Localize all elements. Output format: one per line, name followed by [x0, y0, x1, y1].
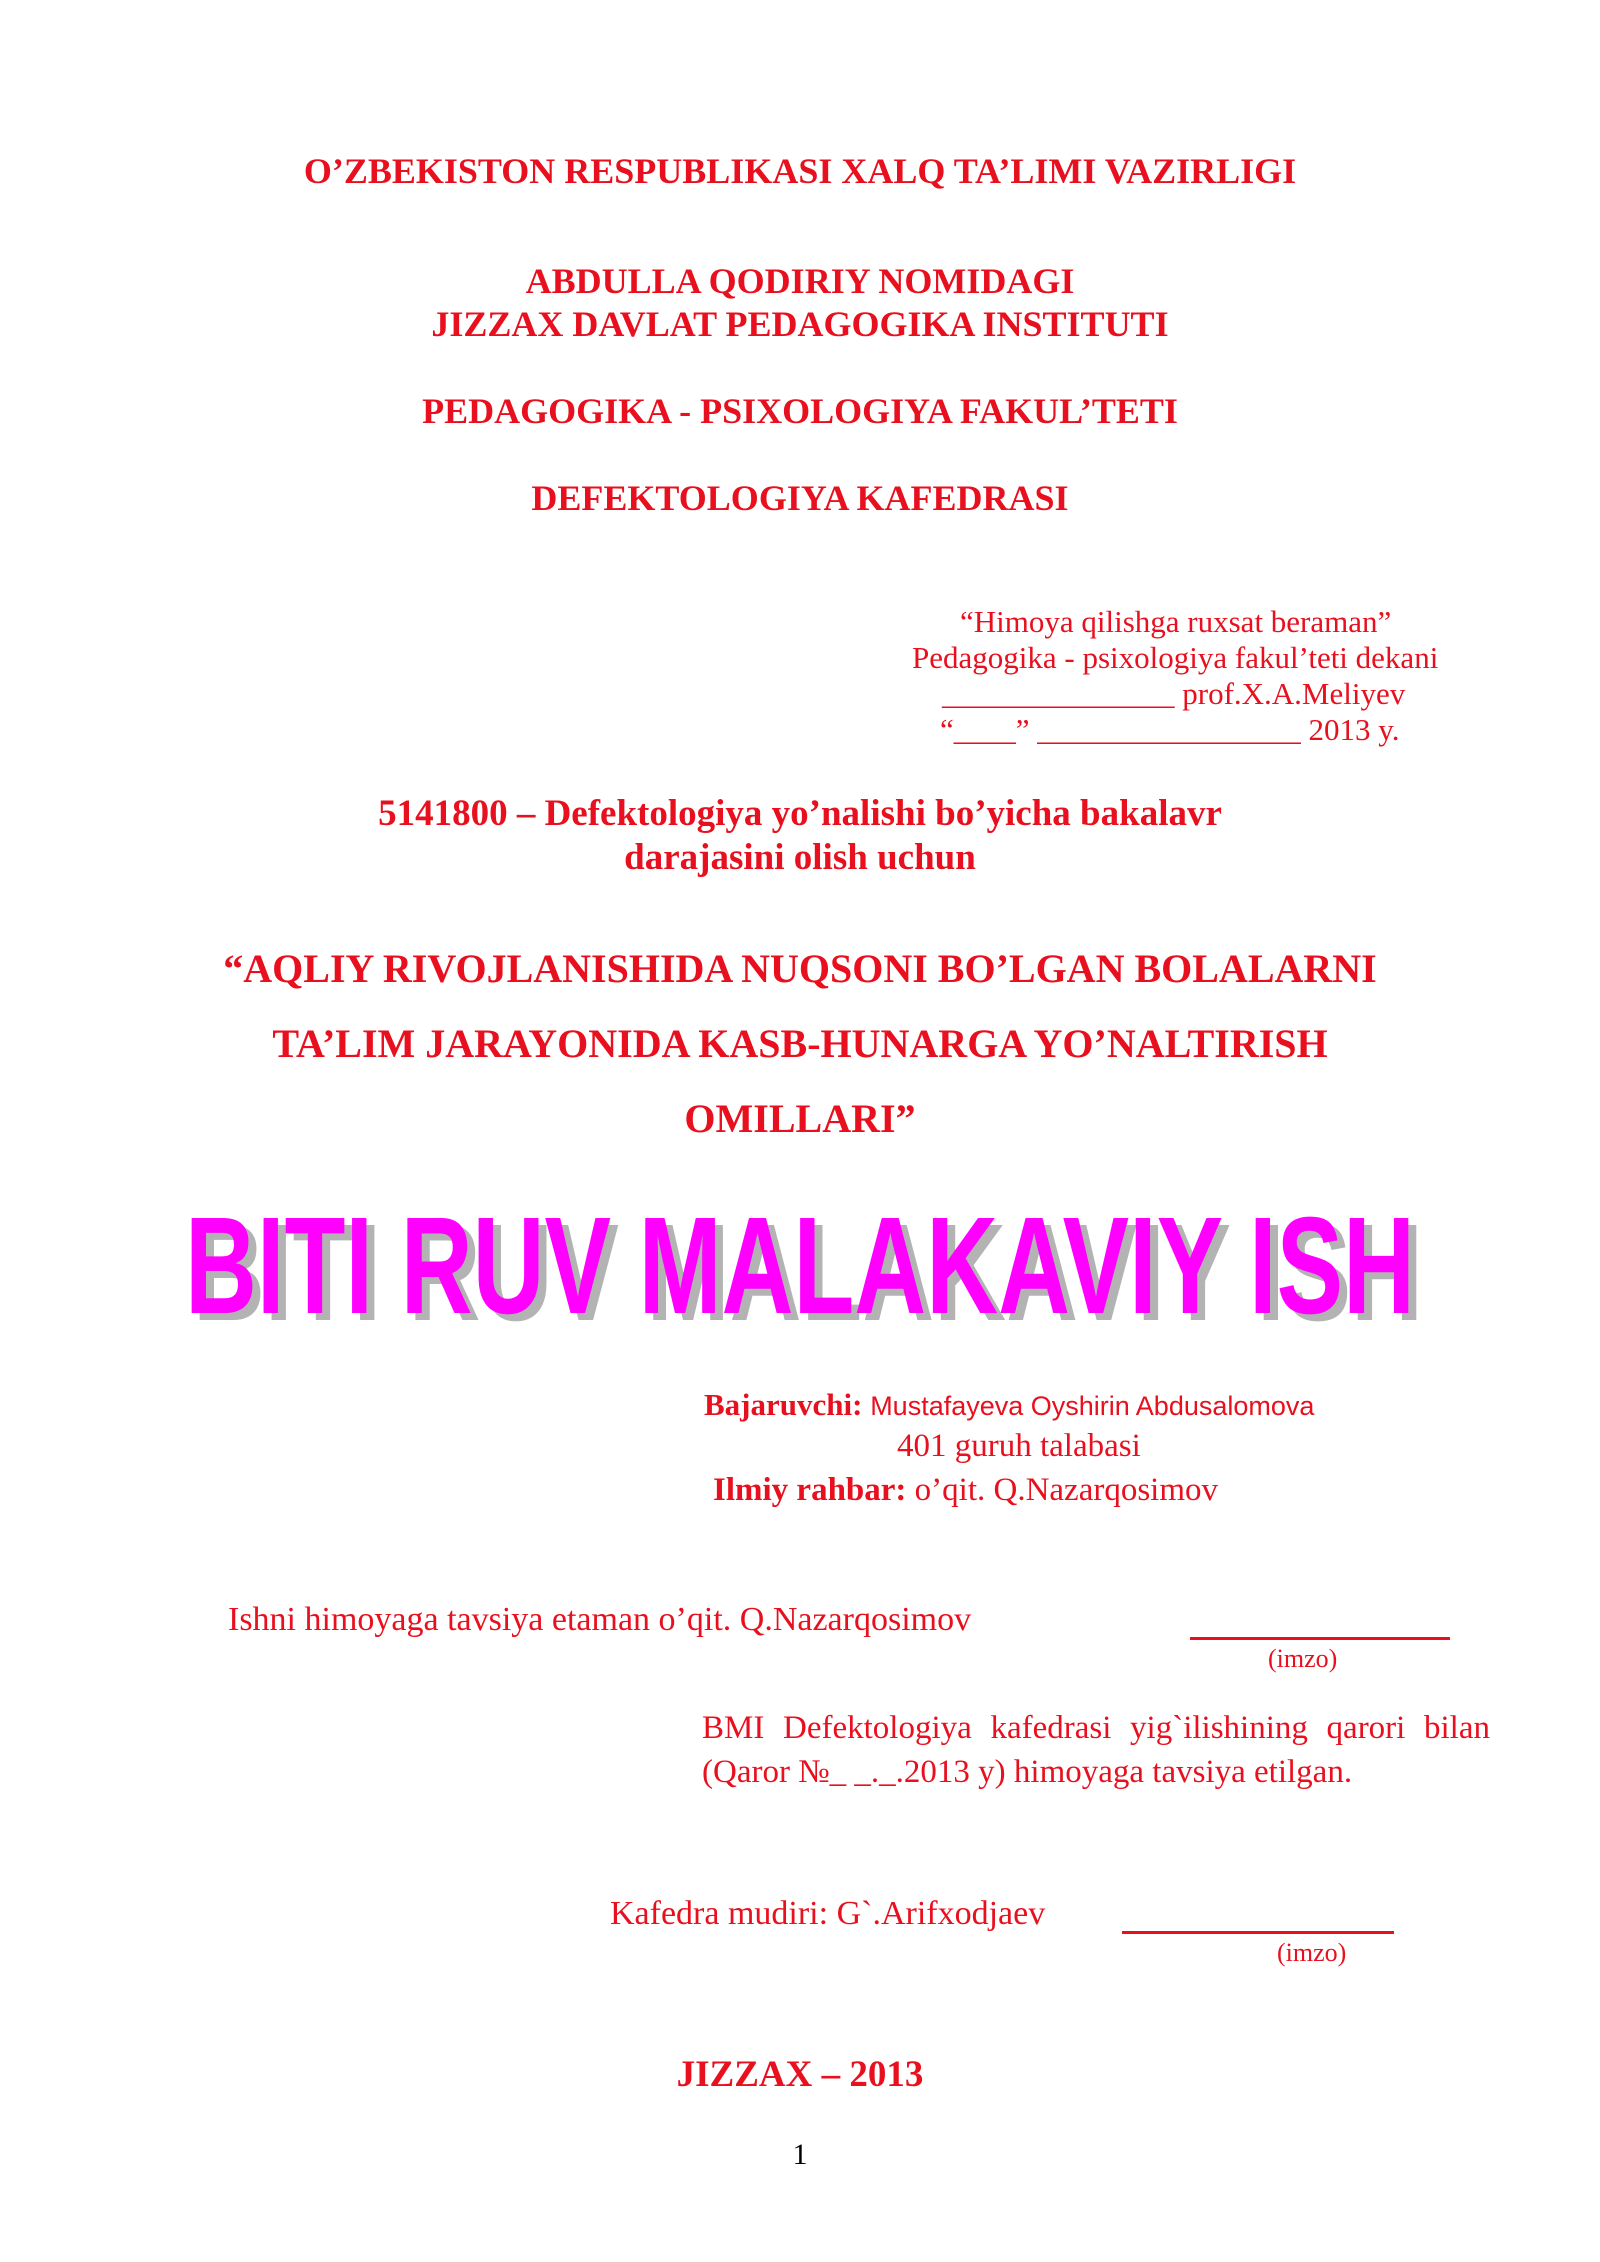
main-title-text: BITI RUV MALAKAVIY ISH: [185, 1195, 1415, 1343]
degree-line2: darajasini olish uchun: [624, 837, 976, 878]
head-signature-caption: (imzo): [1277, 1938, 1347, 1967]
approval-date: “____” _________________ 2013 y.: [940, 712, 1400, 747]
approval-dean-title: Pedagogika - psixologiya fakul’teti dekani: [912, 640, 1439, 675]
supervisor-label: Ilmiy rahbar:: [713, 1472, 907, 1508]
department-decision-paragraph: BMI Defektologiya kafedrasi yig`ilishining qarori bilan (Qaror №_ _._.2013 y) himoyaga tavsiya etilgan.: [702, 1710, 1490, 1790]
author-line: [704, 1387, 1314, 1423]
recommendation-signature-caption: (imzo): [1268, 1644, 1338, 1673]
author-name: Mustafayeva Oyshirin Abdusalomova: [870, 1391, 1315, 1421]
main-title-svg: [0, 1195, 1600, 1345]
ministry-heading: O’ZBEKISTON RESPUBLIKASI XALQ TA’LIMI VAZIRLIGI: [303, 151, 1297, 191]
supervisor-line: [713, 1472, 1218, 1510]
institute-name-line2: JIZZAX DAVLAT PEDAGOGIKA INSTITUTI: [431, 304, 1169, 344]
topic-line1: “AQLIY RIVOJLANISHIDA NUQSONI BO’LGAN BOLALARNI: [223, 946, 1377, 991]
degree-line1: 5141800 – Defektologiya yo’nalishi bo’yicha bakalavr: [378, 793, 1222, 834]
author-group: 401 guruh talabasi: [897, 1428, 1141, 1464]
supervisor-name: o’qit. Q.Nazarqosimov: [914, 1472, 1219, 1508]
institute-name-line1: ABDULLA QODIRIY NOMIDAGI: [525, 261, 1075, 301]
faculty-name: PEDAGOGIKA - PSIXOLOGIYA FAKUL’TETI: [422, 391, 1178, 431]
topic-line3: OMILLARI”: [684, 1096, 916, 1141]
department-name: DEFEKTOLOGIYA KAFEDRASI: [531, 478, 1069, 518]
main-title-wordart: [0, 1195, 1600, 1345]
page-number: 1: [792, 2138, 808, 2171]
head-of-department-text: Kafedra mudiri: G`.Arifxodjaev: [610, 1895, 1046, 1932]
topic-line2: TA’LIM JARAYONIDA KASB-HUNARGA YO’NALTIRISH: [272, 1021, 1328, 1066]
head-signature-line: [1122, 1931, 1394, 1934]
recommendation-text: Ishni himoyaga tavsiya etaman o’qit. Q.Nazarqosimov: [228, 1601, 972, 1638]
author-label: Bajaruvchi:: [704, 1387, 863, 1422]
main-title-shadow: BITI RUV MALAKAVIY ISH: [193, 1196, 1423, 1345]
approval-line: “Himoya qilishga ruxsat beraman”: [960, 604, 1392, 639]
city-year: JIZZAX – 2013: [676, 2054, 924, 2095]
approval-dean-signature: _______________ prof.X.A.Meliyev: [942, 676, 1406, 711]
recommendation-signature-line: [1190, 1637, 1450, 1640]
